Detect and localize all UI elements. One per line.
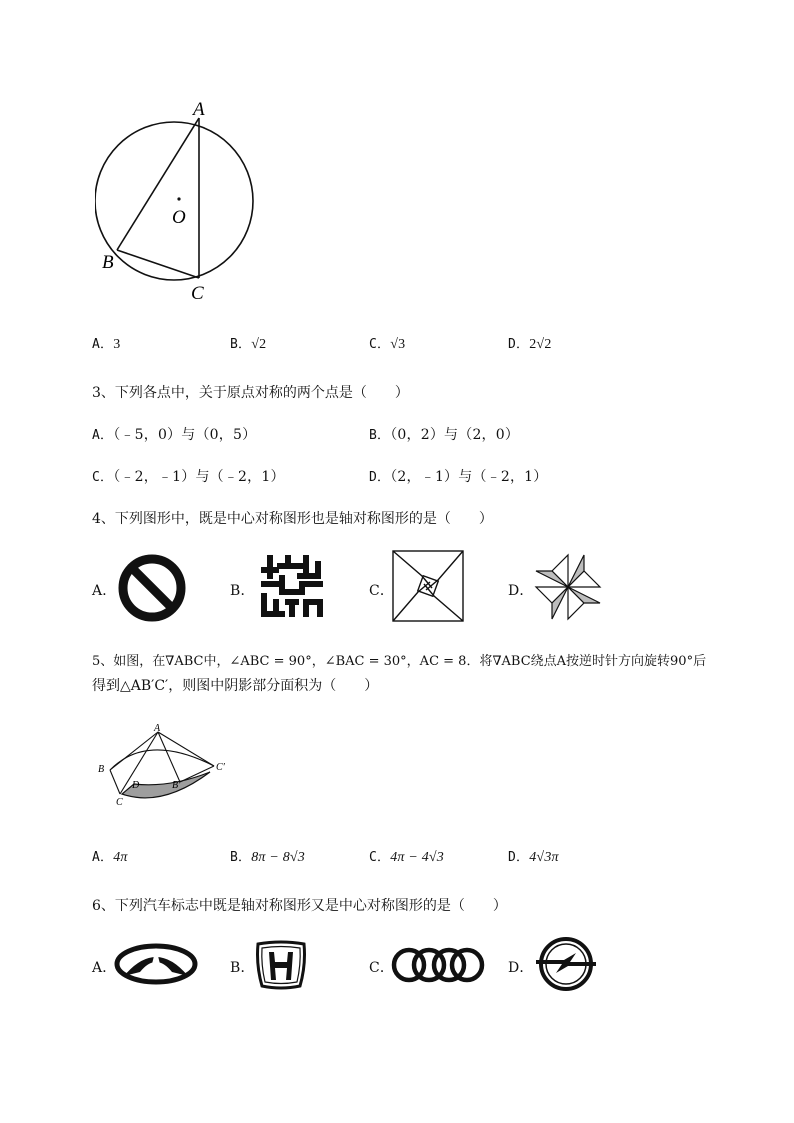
q6-option-a-letter[interactable]: A．	[92, 960, 117, 976]
q6-stem: 6、下列汽车标志中既是轴对称图形又是中心对称图形的是（ ）	[92, 898, 507, 914]
honda-logo-icon	[254, 940, 308, 990]
q3-stem: 3、下列各点中，关于原点对称的两个点是（ ）	[92, 385, 409, 401]
q3-option-c[interactable]	[92, 466, 285, 486]
circle-o	[95, 122, 253, 280]
q3-option-a[interactable]	[92, 424, 256, 444]
option-value: （﹣2，﹣1）与（﹣2，1）	[113, 469, 285, 485]
option-letter: C．	[92, 470, 114, 485]
q2-option-d[interactable]	[508, 333, 552, 353]
option-value: √2	[251, 337, 267, 352]
infiniti-logo-icon	[114, 942, 198, 986]
q2-option-c[interactable]	[369, 333, 405, 353]
opel-logo-icon	[534, 936, 598, 992]
q4-option-d-letter[interactable]: D．	[508, 583, 534, 599]
option-value: 3	[113, 337, 121, 352]
svg-text:C: C	[116, 797, 123, 808]
option-letter: D．	[369, 470, 391, 485]
q5-option-d[interactable]	[508, 846, 559, 866]
q6-option-c-letter[interactable]: C．	[369, 960, 395, 976]
label-b: B	[102, 252, 114, 273]
prohibition-sign-icon	[117, 553, 187, 623]
q5-option-c[interactable]	[369, 846, 444, 866]
center-dot	[177, 197, 180, 200]
option-letter: C．	[369, 850, 391, 865]
svg-text:A: A	[154, 723, 161, 734]
label-o: O	[172, 207, 186, 228]
svg-text:B: B	[98, 764, 105, 775]
q3-option-b[interactable]	[369, 424, 519, 444]
q5-option-a[interactable]	[92, 846, 128, 866]
option-value: （0，2）与（2，0）	[390, 427, 520, 443]
q5-rotation-figure	[92, 722, 242, 812]
q4-stem: 4、下列图形中，既是中心对称图形也是轴对称图形的是（ ）	[92, 511, 493, 527]
q6-option-b-letter[interactable]: B．	[230, 960, 255, 976]
segment-bc	[117, 250, 199, 278]
q3-option-d[interactable]	[369, 466, 547, 486]
option-letter: A．	[92, 850, 114, 865]
option-value: （2，﹣1）与（﹣2，1）	[390, 469, 548, 485]
pinwheel-icon	[534, 553, 602, 621]
option-letter: B．	[369, 428, 391, 443]
maze-pattern-icon	[259, 553, 325, 619]
option-letter: B．	[230, 337, 252, 352]
option-value: 8π − 8√3	[251, 850, 305, 865]
option-letter: D．	[508, 337, 530, 352]
label-a: A	[193, 99, 205, 120]
option-value: 4√3π	[529, 850, 559, 865]
option-value: 4π − 4√3	[390, 850, 444, 865]
segment-ab	[117, 118, 199, 250]
option-value: √3	[390, 337, 406, 352]
q4-option-c-letter[interactable]: C．	[369, 583, 395, 599]
option-value: （﹣5，0）与（0，5）	[113, 427, 257, 443]
option-letter: A．	[92, 428, 114, 443]
q5-option-b[interactable]	[230, 846, 305, 866]
label-c: C	[191, 283, 204, 304]
svg-text:B′: B′	[172, 780, 181, 791]
q2-option-b[interactable]	[230, 333, 266, 353]
svg-text:D: D	[132, 780, 140, 791]
option-value: 2√2	[529, 337, 552, 352]
q4-option-a-letter[interactable]: A．	[92, 583, 117, 599]
option-letter: D．	[508, 850, 530, 865]
audi-rings-logo-icon	[391, 945, 485, 985]
q4-option-b-letter[interactable]: B．	[230, 583, 255, 599]
option-value: 4π	[113, 850, 128, 865]
arc-bc	[110, 750, 214, 770]
q5-stem-line2: 得到△AB′C′，则图中阴影部分面积为（ ）	[92, 678, 379, 694]
q5-stem-line1: 5、如图，在∇ABC中，∠ABC = 90°，∠BAC = 30°，AC = 8．将∇ABC绕点A按逆时针方向旋转90°后	[92, 654, 707, 669]
square-pinwheel-icon	[392, 550, 464, 622]
q2-option-a[interactable]	[92, 333, 120, 353]
svg-text:C′: C′	[216, 762, 225, 773]
q6-option-d-letter[interactable]: D．	[508, 960, 534, 976]
option-letter: A．	[92, 337, 114, 352]
option-letter: B．	[230, 850, 252, 865]
option-letter: C．	[369, 337, 391, 352]
q2-circle-figure	[95, 95, 285, 305]
